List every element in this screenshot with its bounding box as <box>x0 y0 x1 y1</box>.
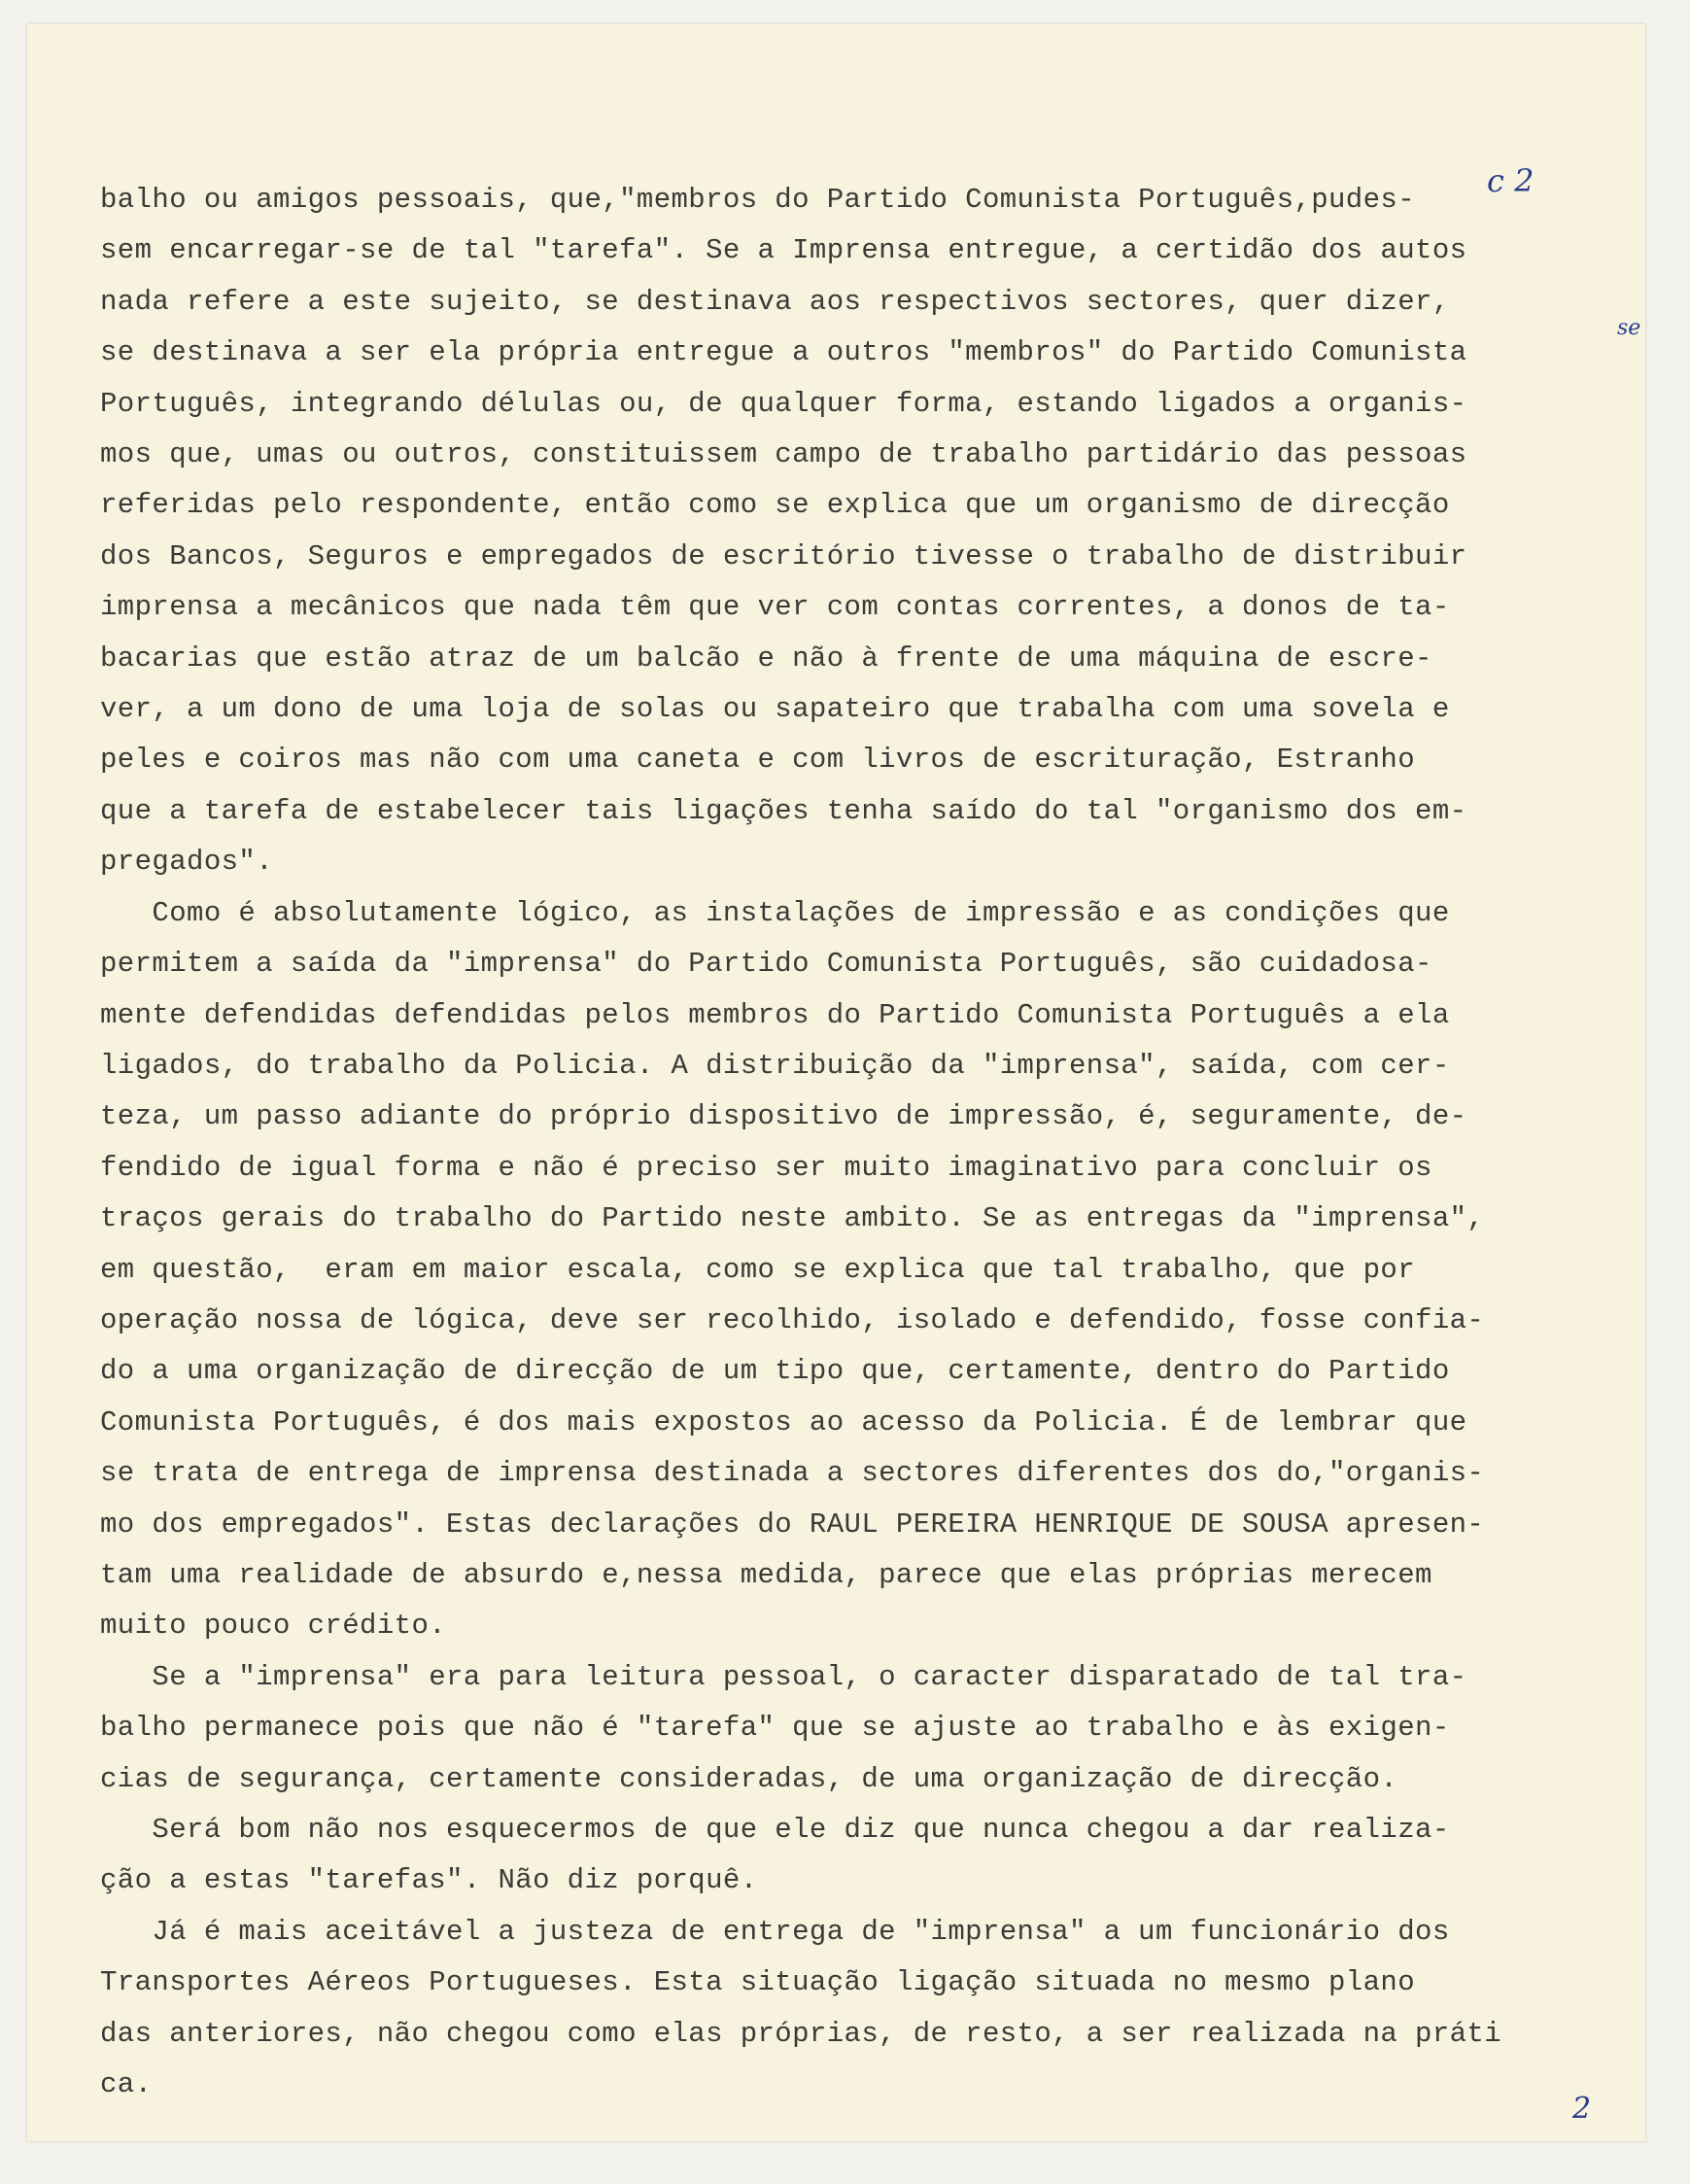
text-line: cias de segurança, certamente consideradas, de uma organização de direcção. <box>100 1762 1398 1795</box>
text-line: ção a estas "tarefas". Não diz porquê. <box>100 1864 758 1897</box>
text-line: Português, integrando délulas ou, de qualquer forma, estando ligados a organis- <box>100 387 1467 420</box>
text-line: Será bom não nos esquecermos de que ele diz que nunca chegou a dar realiza- <box>100 1814 1450 1846</box>
text-line: nada refere a este sujeito, se destinava aos respectivos sectores, quer dizer, <box>100 285 1450 318</box>
text-line: referidas pelo respondente, então como se explica que um organismo de direcção <box>100 489 1450 522</box>
text-line: imprensa a mecânicos que nada têm que ver com contas correntes, a donos de ta- <box>100 591 1450 624</box>
text-line: Se a "imprensa" era para leitura pessoal, o caracter disparatado de tal tra- <box>100 1660 1467 1693</box>
text-line: Como é absolutamente lógico, as instalações de impressão e as condições que <box>100 896 1450 929</box>
page-code-handwritten: c 2 <box>1487 162 1535 199</box>
text-line: mos que, umas ou outros, constituissem campo de trabalho partidário das pessoas <box>100 438 1467 471</box>
text-line: permitem a saída da "imprensa" do Partido Comunista Português, são cuidadosa- <box>100 948 1432 981</box>
text-line: das anteriores, não chegou como elas próprias, de resto, a ser realizada na práti <box>100 2017 1502 2050</box>
text-line: em questão, eram em maior escala, como se explica que tal trabalho, que por <box>100 1253 1416 1286</box>
text-line: Comunista Português, é dos mais expostos ao acesso da Policia. É de lembrar que <box>100 1405 1467 1439</box>
text-line: fendido de igual forma e não é preciso ser muito imaginativo para concluir os <box>100 1151 1432 1184</box>
text-line: se trata de entrega de imprensa destinada a sectores diferentes dos do,"organis- <box>100 1457 1485 1490</box>
text-line: se destinava a ser ela própria entregue a outros "membros" do Partido Comunista <box>100 336 1467 369</box>
text-line: traços gerais do trabalho do Partido neste ambito. Se as entregas da "imprensa", <box>100 1202 1485 1235</box>
text-line: mo dos empregados". Estas declarações do RAUL PEREIRA HENRIQUE DE SOUSA apresen- <box>100 1508 1485 1541</box>
text-line: muito pouco crédito. <box>100 1610 447 1643</box>
text-line: operação nossa de lógica, deve ser recolhido, isolado e defendido, fosse confia- <box>100 1303 1485 1336</box>
text-line: teza, um passo adiante do próprio dispositivo de impressão, é, seguramente, de- <box>100 1100 1467 1133</box>
text-line: mente defendidas defendidas pelos membros do Partido Comunista Português a ela <box>100 998 1450 1031</box>
text-line: que a tarefa de estabelecer tais ligações tenha saído do tal "organismo dos em- <box>100 794 1467 827</box>
text-line: Já é mais aceitável a justeza de entrega de "imprensa" a um funcionário dos <box>100 1915 1450 1948</box>
text-line: bacarias que estão atraz de um balcão e não à frente de uma máquina de escre- <box>100 641 1432 675</box>
text-line: dos Bancos, Seguros e empregados de escritório tivesse o trabalho de distribuir <box>100 539 1467 572</box>
text-line: pregados". <box>100 846 274 879</box>
typed-body <box>100 175 1616 2110</box>
text-line: do a uma organização de direcção de um tipo que, certamente, dentro do Partido <box>100 1355 1450 1388</box>
text-line: balho ou amigos pessoais, que,"membros do Partido Comunista Português,pudes- <box>100 184 1416 216</box>
text-line: sem encarregar-se de tal "tarefa". Se a Imprensa entregue, a certidão dos autos <box>100 234 1467 267</box>
text-line: ligados, do trabalho da Policia. A distribuição da "imprensa", saída, com cer- <box>100 1049 1450 1082</box>
text-line: ca. <box>100 2068 153 2101</box>
text-line: tam uma realidade de absurdo e,nessa medida, parece que elas próprias merecem <box>100 1558 1432 1591</box>
text-line: peles e coiros mas não com uma caneta e com livros de escrituração, Estranho <box>100 744 1416 777</box>
text-line: Transportes Aéreos Portugueses. Esta situação ligação situada no mesmo plano <box>100 1966 1416 1999</box>
text-line: ver, a um dono de uma loja de solas ou sapateiro que trabalha com uma sovela e <box>100 693 1450 726</box>
text-line: balho permanece pois que não é "tarefa" que se ajuste ao trabalho e às exigen- <box>100 1712 1450 1745</box>
page-number-handwritten: 2 <box>1572 2092 1592 2126</box>
margin-note-handwritten: se <box>1617 316 1641 340</box>
